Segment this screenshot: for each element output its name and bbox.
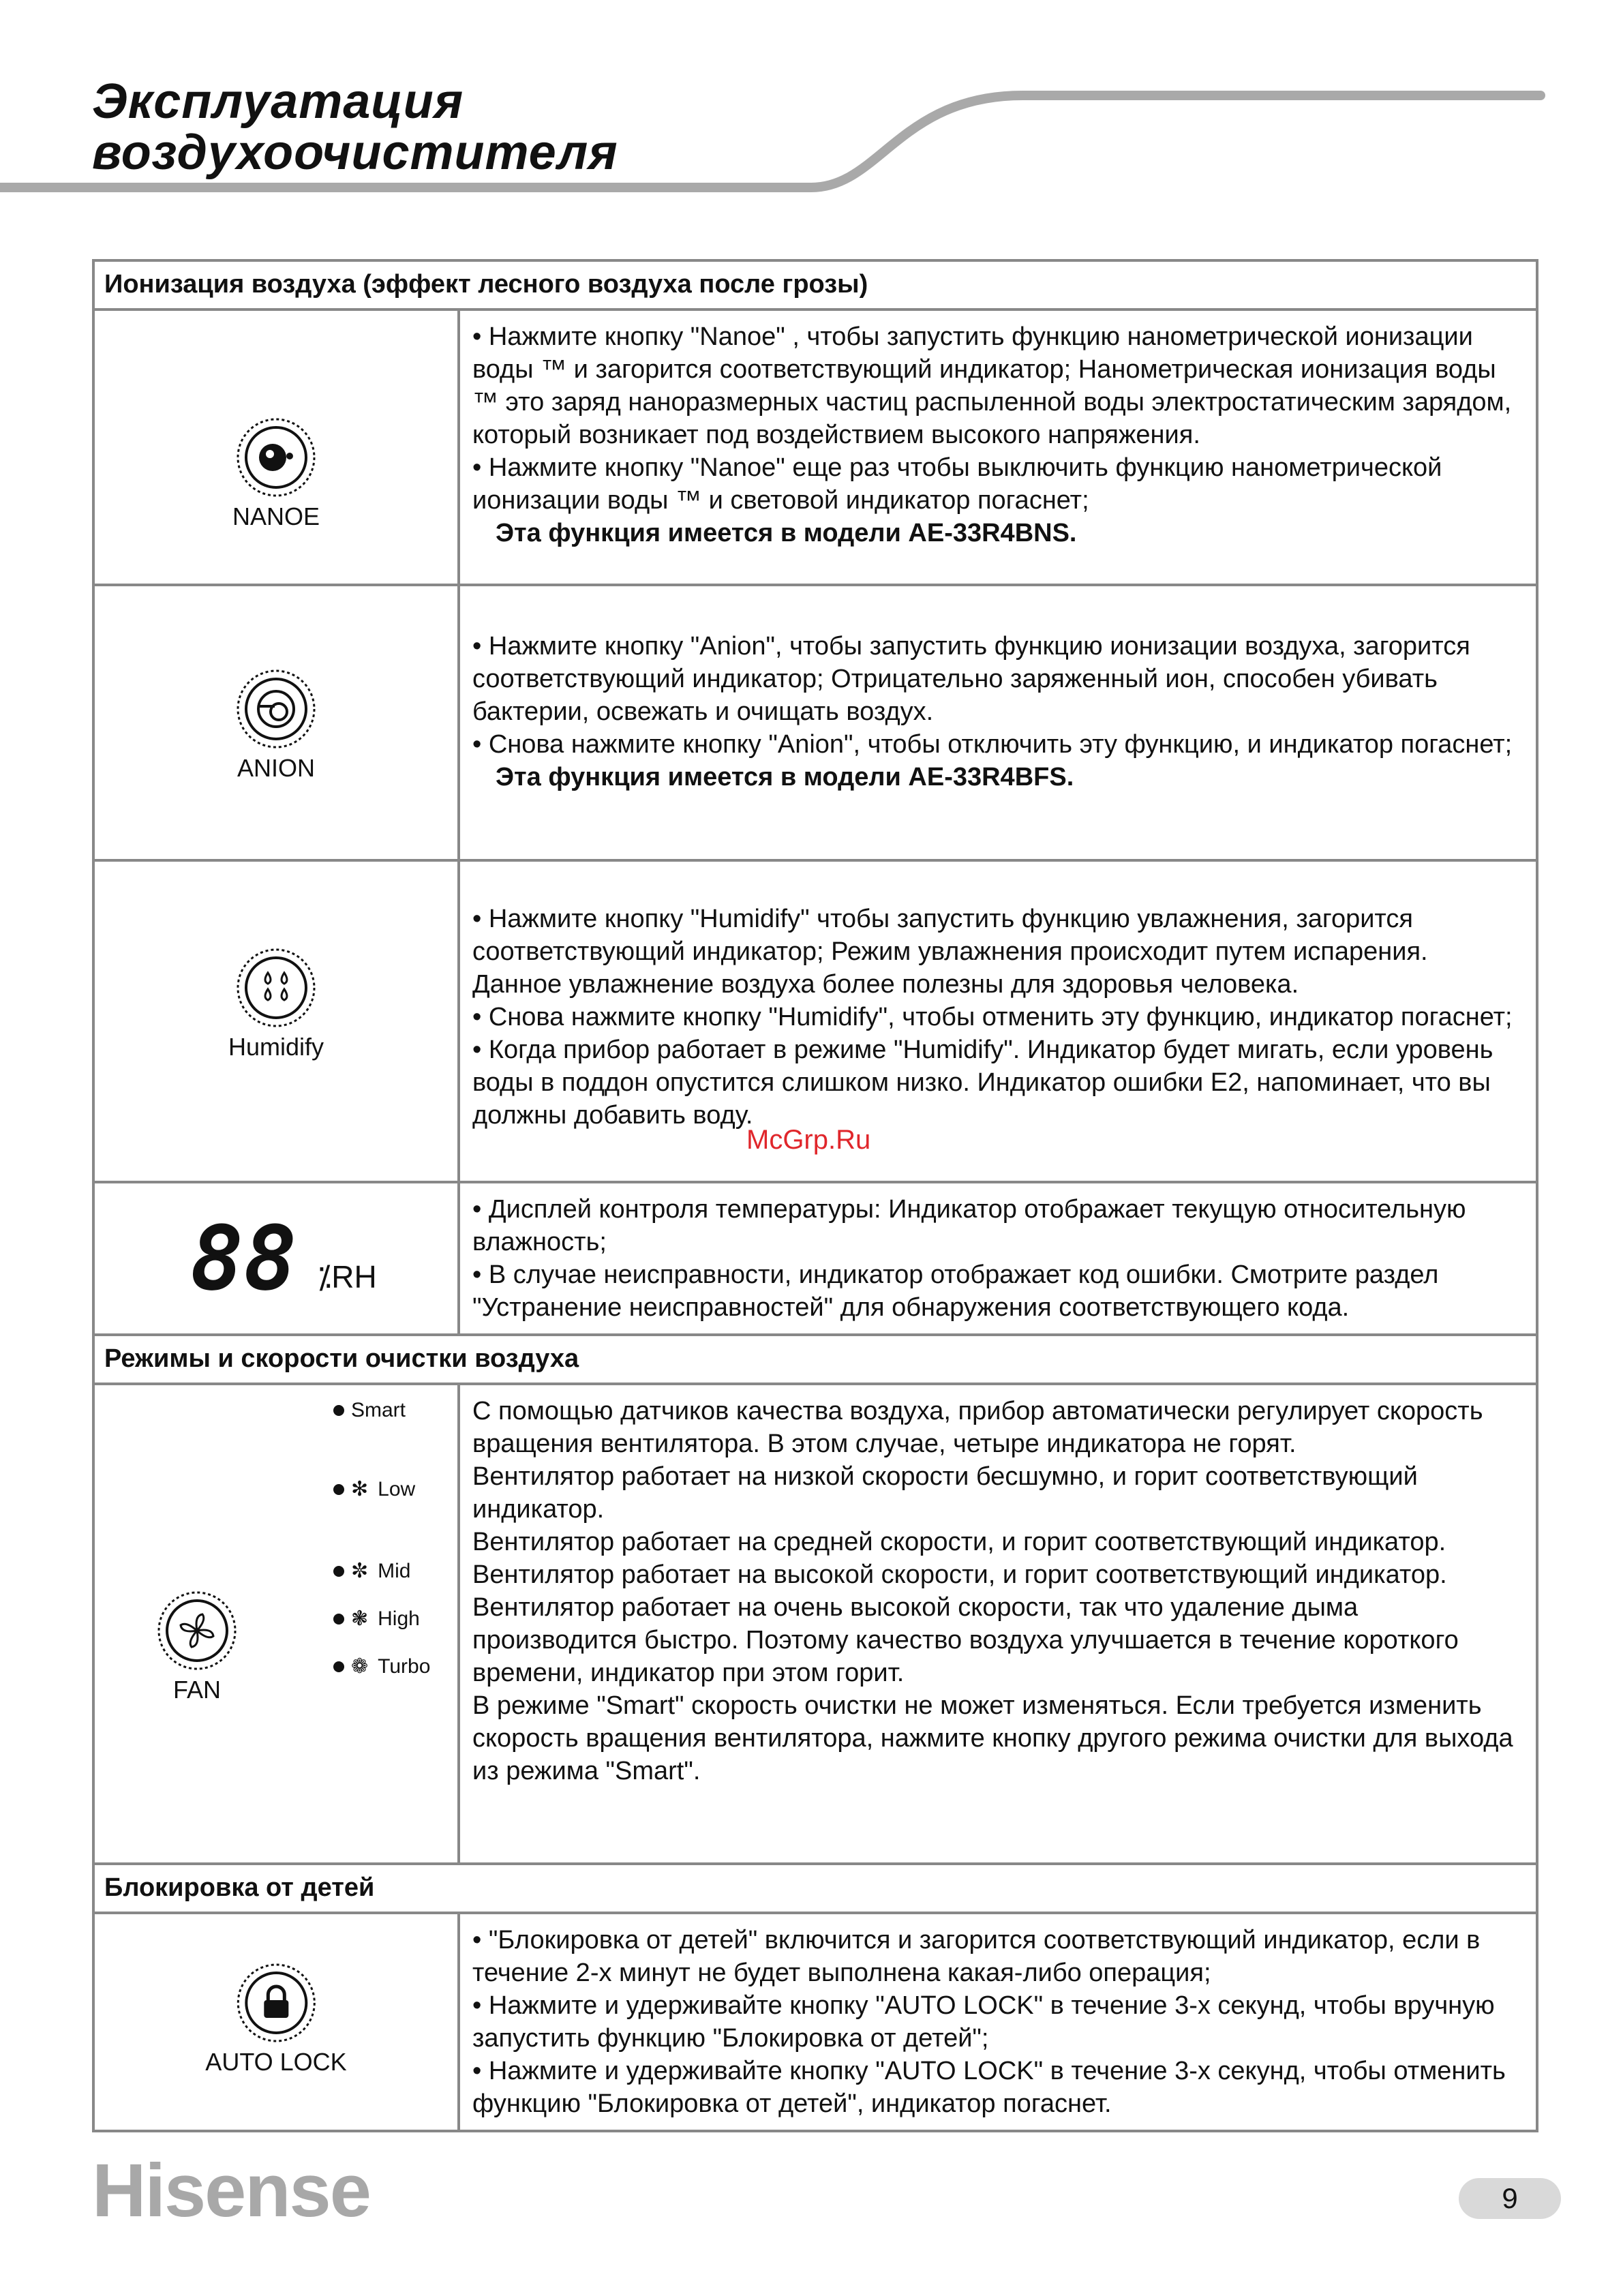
mode-smart-note: В режиме "Smart" скорость очистки не может изменяться. Если требуется изменить скорость вращения вентилятора, нажмите кнопку другого режима очистки для выхода из режима "Smart". [472, 1691, 1513, 1785]
nanoe-line-1: • Нажмите кнопку "Nanoe" , чтобы запустить функцию нанометрической ионизации воды ™ и загорится соответствующий индикатор; Нанометрическая ионизация воды ™ это заряд наноразмерных частиц распыленной воды электростатическим зарядом, который возникает под воздействием высокого напряжения. [472, 322, 1512, 449]
nanoe-icon [235, 417, 317, 498]
autolock-button[interactable] [205, 1962, 346, 2076]
anion-button[interactable] [235, 668, 317, 783]
nanoe-model-note: Эта функция имеется в модели AE-33R4BNS. [496, 519, 1077, 547]
display-line-1: • Дисплей контроля температуры: Индикатор отображает текущую относительную влажность; [472, 1195, 1466, 1256]
anion-description [459, 585, 1537, 860]
row-anion [93, 585, 1537, 860]
fan-low-icon: ✻ [351, 1478, 369, 1500]
fan-icon [156, 1590, 238, 1672]
humidity-icon: ⁒ [317, 1259, 332, 1295]
anion-icon-cell [93, 585, 459, 860]
anion-icon [235, 668, 317, 750]
fan-mid-icon: ✼ [351, 1560, 369, 1582]
mode-turbo-label: Turbo [378, 1655, 431, 1678]
section-header-ionization [93, 260, 1537, 309]
autolock-line-2: • Нажмите и удерживайте кнопку "AUTO LOCK" в течение 3-х секунд, чтобы вручную запустить функцию "Блокировка от детей"; [472, 1991, 1495, 2053]
section-header-lock [93, 1864, 1537, 1913]
indicator-dot [333, 1405, 344, 1416]
fan-high-icon: ❃ [351, 1607, 369, 1630]
nanoe-button[interactable] [232, 417, 320, 531]
humidify-button[interactable] [228, 947, 324, 1061]
humidify-icon [235, 947, 317, 1029]
indicator-dot [333, 1614, 344, 1625]
display-description [459, 1182, 1537, 1335]
autolock-label: AUTO LOCK [205, 2048, 347, 2076]
mode-low-indicator [333, 1477, 415, 1501]
row-autolock [93, 1913, 1537, 2131]
mode-high-text: Вентилятор работает на высокой скорости, и горит соответствующий индикатор. [472, 1560, 1447, 1589]
fan-icon-cell [93, 1384, 459, 1864]
humidify-description [459, 860, 1537, 1182]
nanoe-label: NANOE [232, 502, 320, 530]
display-unit [318, 1258, 377, 1295]
mode-smart-indicator [333, 1399, 406, 1422]
humidify-line-3: • Когда прибор работает в режиме "Humidify". Индикатор будет мигать, если уровень воды в поддон опустится слишком низко. Индикатор ошибки E2, напоминает, что вы должны добавить воду. [472, 1036, 1493, 1130]
autolock-description [459, 1913, 1537, 2131]
nanoe-line-2: • Нажмите кнопку "Nanoe" еще раз чтобы выключить функцию нанометрической ионизации воды ™ и световой индикатор погаснет; [472, 453, 1442, 515]
nanoe-icon-cell [93, 309, 459, 585]
fan-turbo-icon: ❁ [351, 1655, 369, 1678]
autolock-line-3: • Нажмите и удерживайте кнопку "AUTO LOCK" в течение 3-х секунд, чтобы отменить функцию "Блокировка от детей", индикатор погаснет. [472, 2057, 1506, 2118]
mode-low-text: Вентилятор работает на низкой скорости бесшумно, и горит соответствующий индикатор. [472, 1462, 1418, 1524]
autolock-icon-cell [93, 1913, 459, 2131]
mode-smart-text: С помощью датчиков качества воздуха, прибор автоматически регулирует скорость вращения вентилятора. В этом случае, четыре индикатора не горят. [472, 1397, 1483, 1458]
indicator-dot [333, 1484, 344, 1495]
watermark: McGrp.Ru [746, 1125, 871, 1155]
anion-model-note: Эта функция имеется в модели AE-33R4BFS. [496, 763, 1074, 791]
mode-turbo-text: Вентилятор работает на очень высокой скорости, так что удаление дыма производится быстро. Поэтому качество воздуха улучшается в течение короткого времени, индикатор при этом горит. [472, 1593, 1459, 1687]
fan-button[interactable] [156, 1590, 238, 1704]
anion-line-1: • Нажмите кнопку "Anion", чтобы запустить функцию ионизации воздуха, загорится соответствующий индикатор; Отрицательно заряженный ион, способен убивать бактерии, освежать и очищать воздух. [472, 632, 1470, 726]
row-nanoe [93, 309, 1537, 585]
lock-icon [235, 1962, 317, 2044]
mode-mid-text: Вентилятор работает на средней скорости, и горит соответствующий индикатор. [472, 1528, 1446, 1556]
mode-low-label: Low [378, 1477, 416, 1500]
humidify-icon-cell [93, 860, 459, 1182]
indicator-dot [333, 1566, 344, 1577]
page-number: 9 [1459, 2178, 1561, 2219]
anion-line-2: • Снова нажмите кнопку "Anion", чтобы отключить эту функцию, и индикатор погаснет; [472, 730, 1513, 759]
display-unit-text: RH [331, 1259, 377, 1295]
humidify-line-1: • Нажмите кнопку "Humidify" чтобы запустить функцию увлажнения, загорится соответствующий индикатор; Режим увлажнения происходит путем испарения. Данное увлажнение воздуха более полезны для здоровья человека. [472, 905, 1428, 999]
mode-high-label: High [378, 1607, 420, 1630]
section-title: Ионизация воздуха (эффект лесного воздуха после грозы) [93, 260, 1537, 309]
display-line-2: • В случае неисправности, индикатор отображает код ошибки. Смотрите раздел "Устранение неисправностей" для обнаружения соответствующего кода. [472, 1260, 1439, 1322]
section-header-modes [93, 1335, 1537, 1384]
row-display [93, 1182, 1537, 1335]
page-title-line1: Эксплуатация [92, 74, 464, 129]
humidify-label: Humidify [228, 1033, 324, 1061]
fan-description [459, 1384, 1537, 1864]
mode-mid-indicator [333, 1559, 410, 1583]
mode-high-indicator [333, 1607, 420, 1631]
row-fan [93, 1384, 1537, 1864]
indicator-dot [333, 1661, 344, 1672]
humidify-line-2: • Снова нажмите кнопку "Humidify", чтобы отменить эту функцию, индикатор погаснет; [472, 1003, 1513, 1031]
anion-label: ANION [237, 754, 315, 782]
mode-turbo-indicator [333, 1655, 430, 1678]
page-title-line2: воздухоочистителя [92, 125, 618, 180]
display-digits: 88 [190, 1207, 297, 1310]
mode-mid-label: Mid [378, 1559, 411, 1582]
display-icon-cell [93, 1182, 459, 1335]
section-title: Блокировка от детей [93, 1864, 1537, 1913]
brand-logo: Hisense [92, 2149, 370, 2233]
mode-smart-label: Smart [351, 1399, 406, 1421]
autolock-line-1: • "Блокировка от детей" включится и загорится соответствующий индикатор, если в течение 2-х минут не будет выполнена какая-либо операция; [472, 1926, 1481, 1987]
humidity-display [190, 1207, 377, 1310]
function-table [92, 259, 1538, 2132]
page-header [0, 0, 1623, 225]
section-title: Режимы и скорости очистки воздуха [93, 1335, 1537, 1384]
nanoe-description [459, 309, 1537, 585]
fan-label: FAN [172, 1676, 221, 1704]
